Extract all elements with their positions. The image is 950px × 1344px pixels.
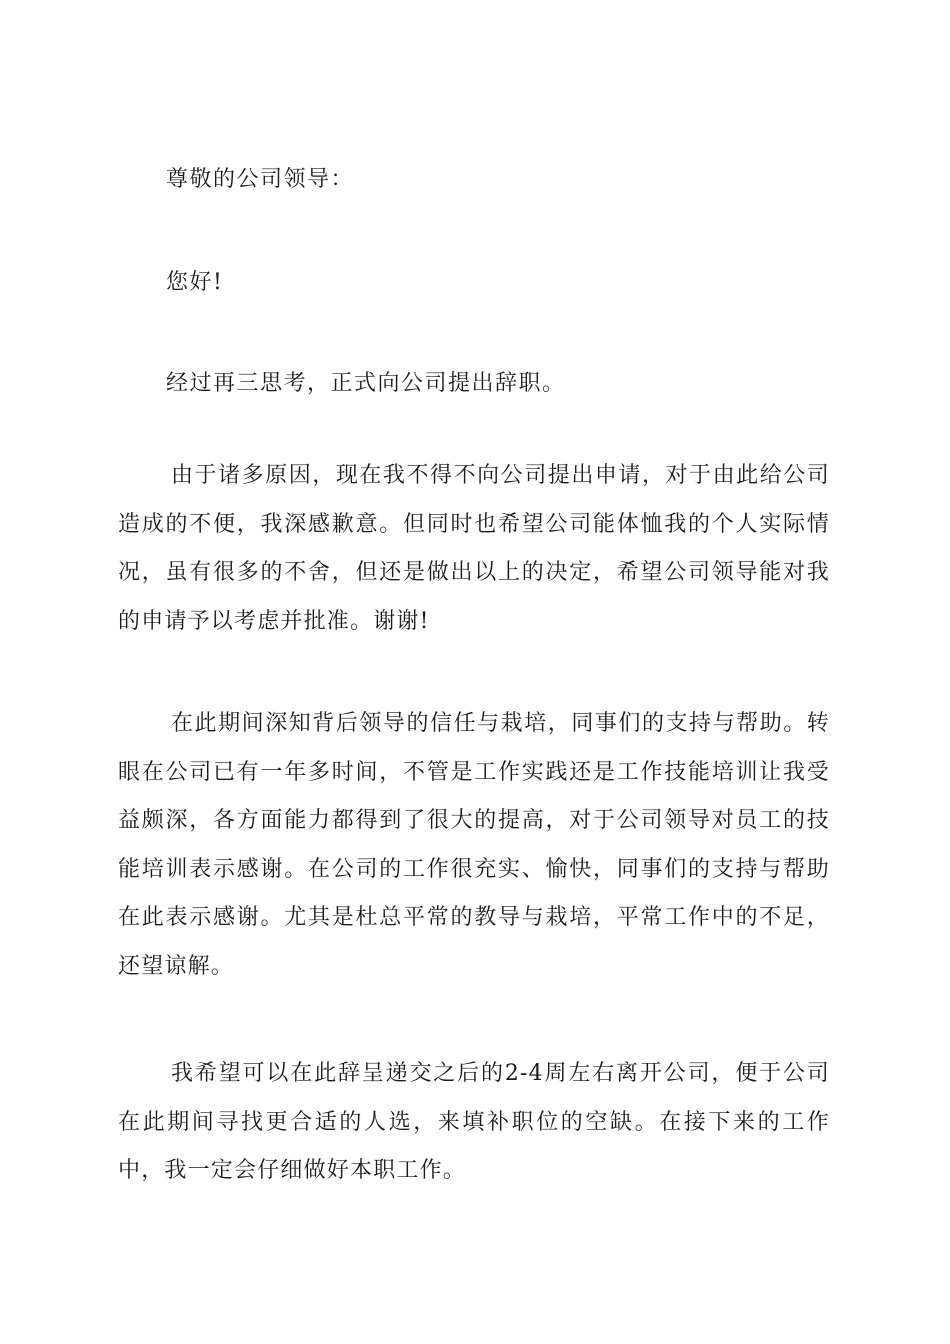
letter-greeting: 您好! [166,270,224,295]
paragraph-reason: 由于诸多原因，现在我不得不向公司提出申请，对于由此给公司造成的不便，我深感歉意。但同时也希望公司能体恤我的个人实际情况，虽有很多的不舍，但还是做出以上的决定，希望公司领导能对我的申请予以考虑并批准。谢谢! [118,463,830,634]
paragraph-thanks: 在此期间深知背后领导的信任与栽培，同事们的支持与帮助。转眼在公司已有一年多时间，不管是工作实践还是工作技能培训让我受益颇深，各方面能力都得到了很大的提高，对于公司领导对员工的技能培训表示感谢。在公司的工作很充实、愉快，同事们的支持与帮助在此表示感谢。尤其是杜总平常的教导与栽培，平常工作中的不足，还望谅解。 [118,711,830,979]
paragraph-plan: 我希望可以在此辞呈递交之后的2-4周左右离开公司，便于公司在此期间寻找更合适的人选，来填补职位的空缺。在接下来的工作中，我一定会仔细做好本职工作。 [118,1061,830,1183]
letter-intro: 经过再三思考，正式向公司提出辞职。 [166,371,566,396]
letter-salutation: 尊敬的公司领导： [166,167,355,192]
